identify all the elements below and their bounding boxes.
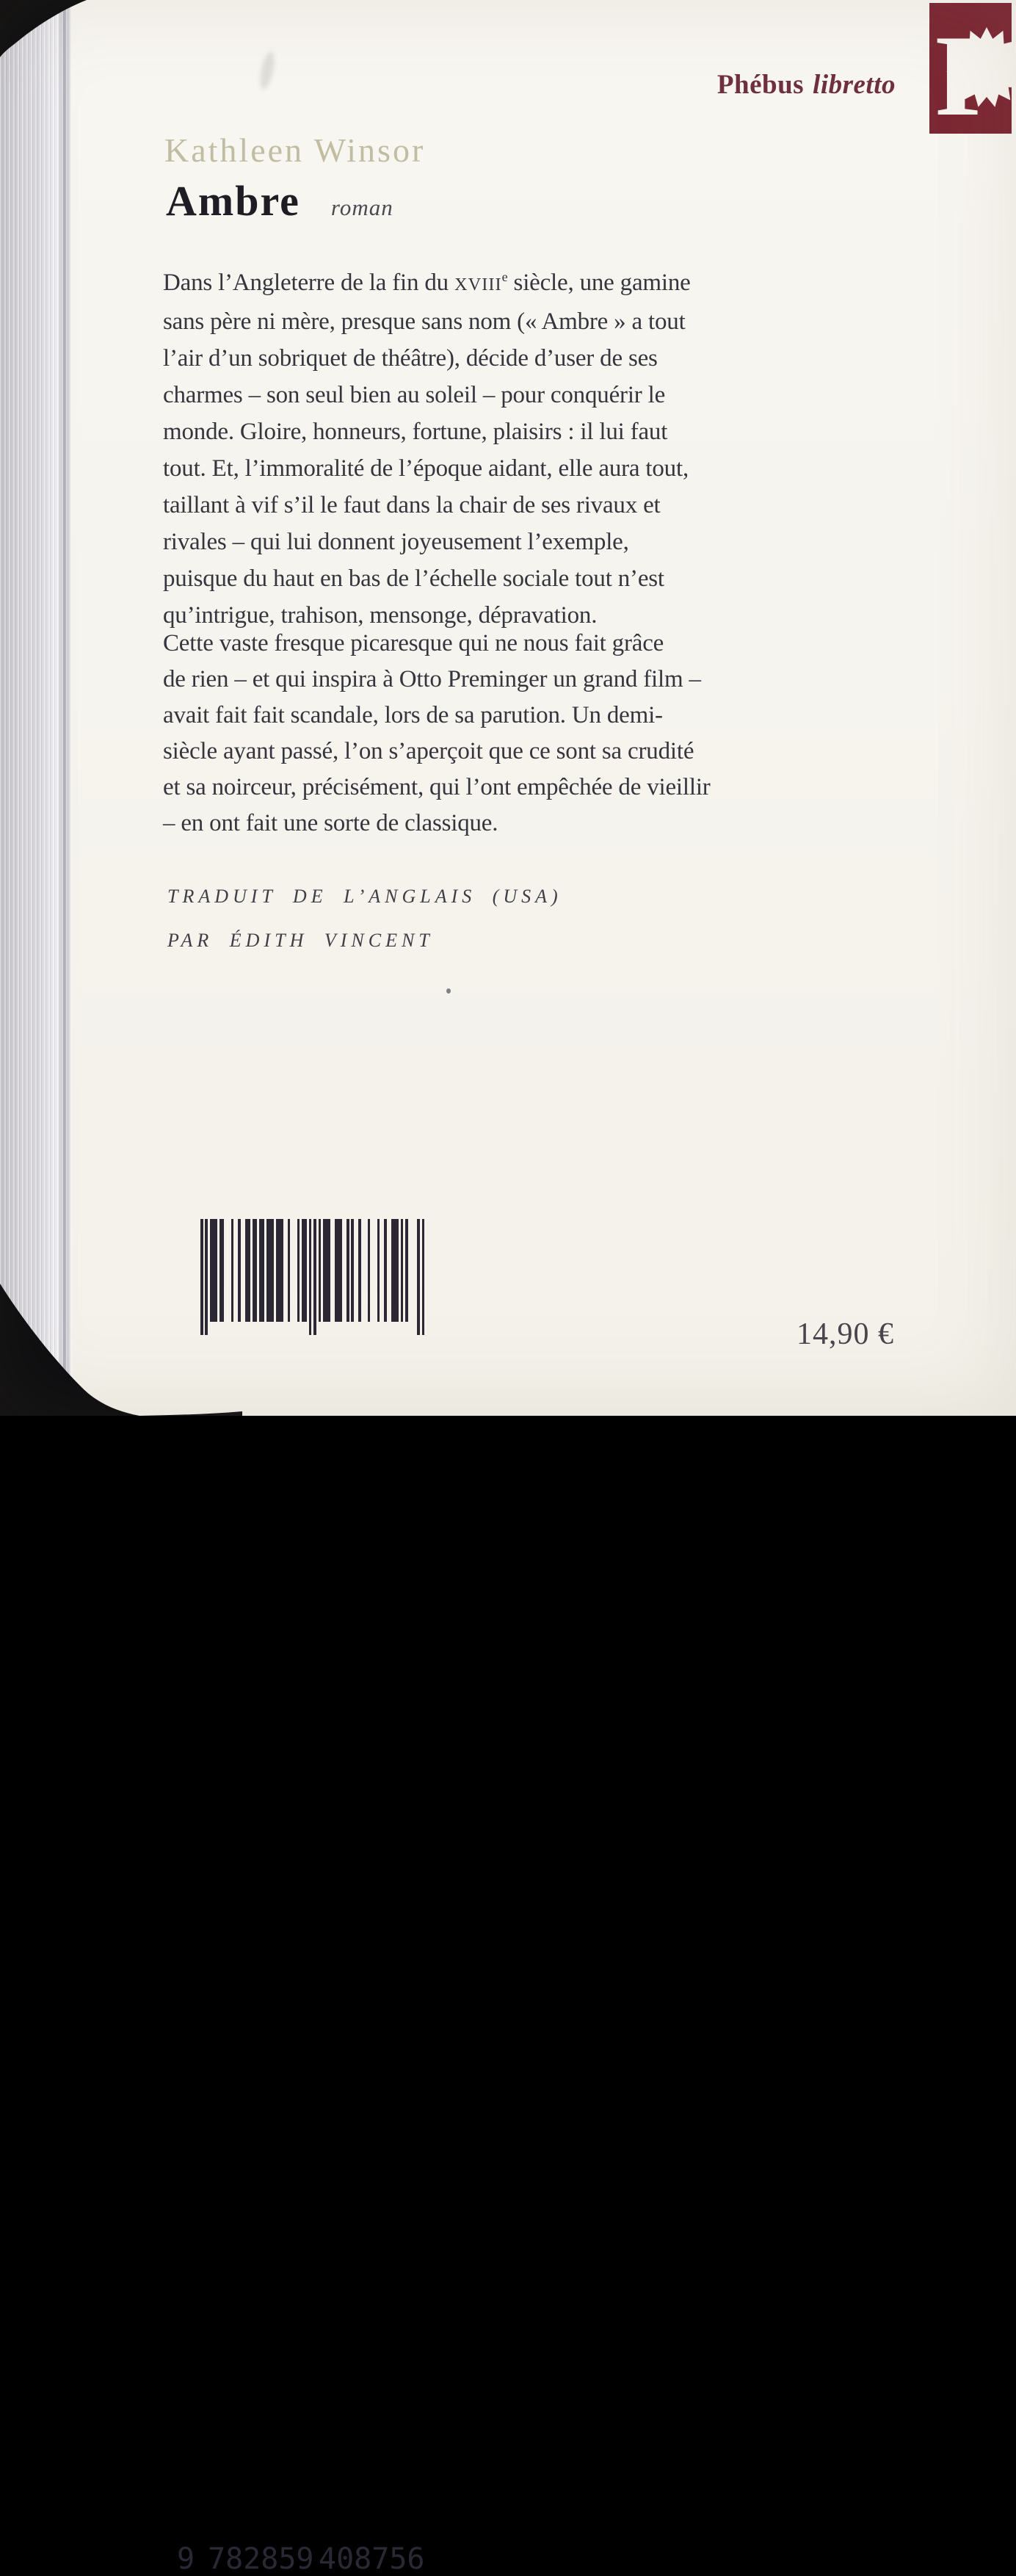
- translation-credit-line-1: TRADUIT DE L’ANGLAIS (USA): [167, 886, 562, 907]
- book-title: Ambre: [166, 177, 300, 225]
- ordinal-sup: e: [501, 269, 508, 284]
- translation-credit-line-2: PAR ÉDITH VINCENT: [167, 930, 434, 951]
- synopsis-line: rivales – qui lui donnent joyeusement l’exemple,: [163, 529, 629, 555]
- synopsis-line: et sa noirceur, précisément, qui l’ont empêchée de vieillir: [163, 774, 711, 800]
- barcode-bar: [396, 1219, 399, 1322]
- barcode-lead-digit: 9: [176, 2542, 195, 2576]
- synopsis-line: puisque du haut en bas de l’échelle sociale tout n’est: [163, 565, 664, 592]
- barcode-right-digits: 408756: [319, 2542, 425, 2576]
- synopsis-line: – en ont fait une sorte de classique.: [163, 810, 498, 836]
- barcode-bar: [297, 1219, 300, 1322]
- synopsis-line: charmes – son seul bien au soleil – pour conquérir le: [163, 382, 666, 408]
- barcode-bar: [304, 1219, 307, 1322]
- price-label: 14,90 €: [797, 1317, 894, 1351]
- barcode-bar: [271, 1219, 274, 1322]
- barcode-bar: [339, 1219, 342, 1322]
- synopsis-line: avait fait fait scandale, lors de sa parution. Un demi-: [163, 702, 663, 728]
- ean13-barcode: [175, 1219, 429, 2576]
- synopsis-line: tout. Et, l’immoralité de l’époque aidant, elle aura tout,: [163, 455, 689, 482]
- barcode-bar: [288, 1219, 291, 1322]
- barcode-bar: [377, 1219, 380, 1322]
- synopsis-line: monde. Gloire, honneurs, fortune, plaisirs : il lui faut: [163, 419, 668, 445]
- logo-letter: P: [935, 12, 1006, 140]
- synopsis-paragraph-2: [163, 626, 772, 842]
- publisher-logo: [929, 3, 1012, 140]
- collection-name: libretto: [813, 70, 896, 100]
- synopsis-line: [163, 258, 772, 303]
- barcode-bar: [422, 1219, 425, 1335]
- synopsis-paragraph-1: [163, 258, 772, 634]
- barcode-bar: [405, 1219, 408, 1322]
- synopsis-line: siècle ayant passé, l’on s’aperçoit que ce sont sa crudité: [163, 738, 694, 764]
- synopsis-line: de rien – et qui inspira à Otto Preminger un grand film –: [163, 666, 701, 692]
- barcode-bar: [261, 1219, 264, 1322]
- barcode-bar: [205, 1219, 208, 1335]
- title-row: [166, 176, 393, 225]
- barcode-bar: [401, 1219, 404, 1322]
- genre-label: roman: [330, 195, 393, 220]
- barcode-bar: [346, 1219, 349, 1322]
- barcode-bar: [358, 1219, 361, 1322]
- synopsis-line: taillant à vif s’il le faut dans la chair de ses rivaux et: [163, 492, 661, 518]
- line-text: Dans l’Angleterre de la fin du: [163, 269, 454, 296]
- print-smudge: [258, 51, 277, 90]
- book-pages-edge: [0, 0, 72, 1416]
- barcode-bar: [319, 1219, 322, 1322]
- barcode-bar: [255, 1219, 258, 1322]
- barcode-bar: [238, 1219, 241, 1322]
- barcode-bar: [327, 1219, 330, 1322]
- ink-speck: [446, 988, 451, 994]
- author-name: Kathleen Winsor: [164, 131, 426, 169]
- barcode-bar: [384, 1219, 387, 1322]
- barcode-bar: [214, 1219, 217, 1322]
- barcode-bar: [309, 1219, 312, 1335]
- barcode-bar: [247, 1219, 250, 1322]
- barcode-bars: [200, 1219, 424, 1335]
- barcode-bar: [231, 1219, 234, 1322]
- brand-line: [717, 69, 896, 101]
- barcode-bar: [222, 1219, 225, 1322]
- barcode-bar: [200, 1219, 203, 1335]
- line-text: siècle, une gamine: [507, 269, 691, 296]
- barcode-bar: [368, 1219, 371, 1322]
- barcode-bar: [417, 1219, 420, 1335]
- barcode-bar: [313, 1219, 316, 1335]
- barcode-bar: [351, 1219, 354, 1322]
- synopsis-line: qu’intrigue, trahison, mensonge, dépravation.: [163, 602, 598, 629]
- roman-numeral: XVIII: [454, 275, 502, 294]
- barcode-bar: [280, 1219, 283, 1322]
- synopsis-line: Cette vaste fresque picaresque qui ne nous fait grâce: [163, 630, 664, 656]
- barcode-left-digits: 782859: [208, 2542, 314, 2576]
- synopsis-line: l’air d’un sobriquet de théâtre), décide d’user de ses: [163, 345, 658, 372]
- synopsis-line: sans père ni mère, presque sans nom (« Ambre » a tout: [163, 308, 686, 335]
- publisher-name: Phébus: [716, 70, 805, 100]
